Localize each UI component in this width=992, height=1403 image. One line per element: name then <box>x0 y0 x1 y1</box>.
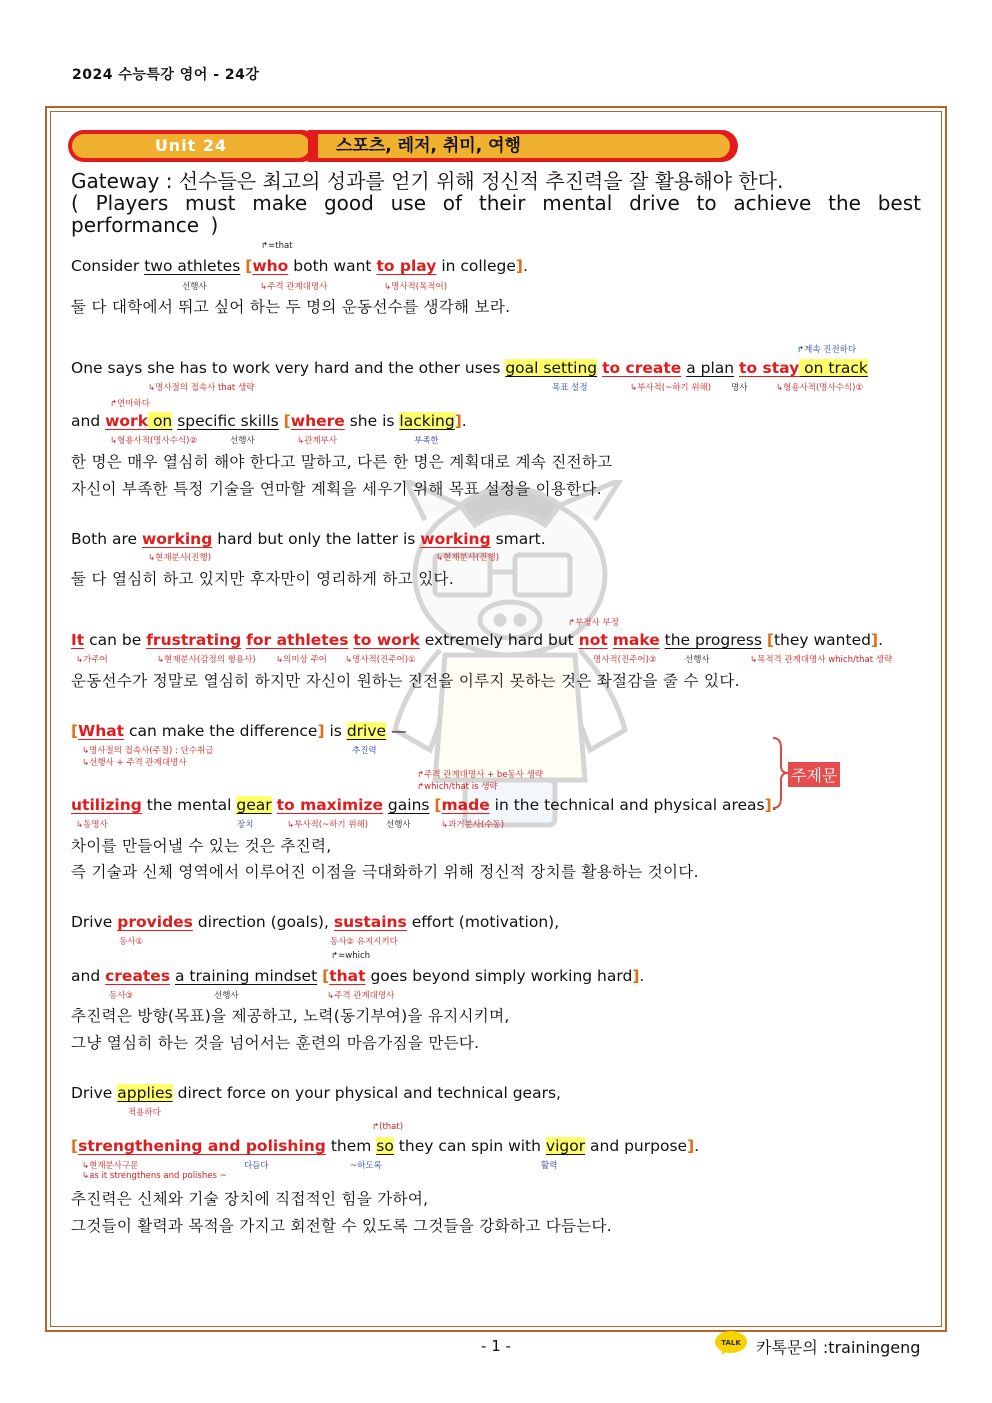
sentence-1-english: Consider two athletes [who both want to play in college]. <box>71 257 528 275</box>
annotation: 선행사 <box>230 436 255 446</box>
annotation: ↱=which <box>331 951 371 961</box>
annotation: ↱계속 진전하다 <box>797 345 857 355</box>
annotation: ↳현재분사구문 <box>82 1161 139 1171</box>
sentence-6-korean-b: 그냥 열심히 하는 것을 넘어서는 훈련의 마음가짐을 만든다. <box>71 1034 480 1052</box>
annotation: 적용하다 <box>128 1108 161 1118</box>
annotation: ↳선행사 + 주격 관계대명사 <box>82 758 187 768</box>
sentence-7-korean-b: 그것들이 활력과 목적을 가지고 회전할 수 있도록 그것들을 강화하고 다듬는다. <box>71 1217 613 1235</box>
annotation: 동사① <box>119 937 144 947</box>
theme-sentence-badge: 주제문 <box>788 762 840 787</box>
sentence-7-english-b: [strengthening and polishing them so they can spin with vigor and purpose]. <box>71 1137 700 1155</box>
annotation: ↱부정사 부정 <box>568 618 619 628</box>
sentence-2-korean-a: 한 명은 매우 열심히 해야 한다고 말하고, 다른 한 명은 계획대로 계속 진전하고 <box>71 453 613 471</box>
annotation: ↳의미상 주어 <box>276 655 327 665</box>
annotation: ↳명사적(목적어) <box>384 282 448 292</box>
annotation: 다듬다 <box>244 1161 269 1171</box>
sentence-1-korean: 둘 다 대학에서 뛰고 싶어 하는 두 명의 운동선수를 생각해 보라. <box>71 298 511 316</box>
annotation: ↳부사적(~하기 위해) <box>630 383 712 393</box>
annotation: ↳동명사 <box>76 820 108 830</box>
annotation: ↳가주어 <box>76 655 108 665</box>
annotation: 활력 <box>541 1161 558 1171</box>
annotation: ↳현재분사(감정의 형용사) <box>157 655 256 665</box>
svg-text:TALK: TALK <box>721 1339 741 1347</box>
annotation: ↳관계부사 <box>297 436 337 446</box>
sentence-5-english-b: utilizing the mental gear to maximize gains [made in the technical and physical areas]. <box>71 796 777 814</box>
sentence-3-english: Both are working hard but only the latter is working smart. <box>71 530 546 548</box>
kakao-contact: 카톡문의 :trainingeng <box>756 1338 921 1357</box>
annotation: ↳형용사적(명사수식)① <box>776 383 864 393</box>
annotation: ~하도록 <box>350 1161 382 1171</box>
annotation: ↳명사적(진주어)① <box>345 655 416 665</box>
sentence-4-english: It can be frustrating for athletes to work extremely hard but not make the progress [they wanted]. <box>71 631 883 649</box>
annotation: ↱연마하다 <box>110 399 150 409</box>
annotation: 선행사 <box>685 655 710 665</box>
sentence-2-english-a: One says she has to work very hard and the other uses goal setting to create a plan to stay on track <box>71 359 868 377</box>
page-header: 2024 수능특강 영어 - 24강 <box>72 67 260 83</box>
gateway-korean: Gateway : 선수들은 최고의 성과를 얻기 위해 정신적 추진력을 잘 활용해야 한다. <box>71 169 784 193</box>
sentence-2-english-b: and work on specific skills [where she is lacking]. <box>71 412 467 430</box>
sentence-6-korean-a: 추진력은 방향(목표)을 제공하고, 노력(동기부여)을 유지시키며, <box>71 1007 510 1025</box>
annotation: ↳주격 관계대명사 <box>327 991 395 1001</box>
annotation: 목표 설정 <box>552 383 588 393</box>
annotation: 명사적(진주어)② <box>593 655 657 665</box>
unit-title: 스포츠, 레저, 취미, 여행 <box>318 134 730 158</box>
gateway <box>71 170 921 236</box>
annotation: ↱(that) <box>372 1122 404 1132</box>
sentence-6-english-b: and creates a training mindset [that goes beyond simply working hard]. <box>71 967 645 985</box>
annotation: 선행사 <box>182 282 207 292</box>
annotation: ↳명사절의 접속사(주절) : 단수취급 <box>82 746 214 756</box>
unit-label: Unit 24 <box>72 134 310 158</box>
annotation: ↳부사적(~하기 위해) <box>287 820 369 830</box>
annotation: ↳현재분사(진행) <box>436 553 500 563</box>
sentence-3-korean: 둘 다 열심히 하고 있지만 후자만이 영리하게 하고 있다. <box>71 570 455 588</box>
unit-banner <box>68 130 738 162</box>
sentence-6-english-a: Drive provides direction (goals), sustains effort (motivation), <box>71 913 560 931</box>
sentence-7-korean-a: 추진력은 신체와 기술 장치에 직접적인 힘을 가하여, <box>71 1190 429 1208</box>
annotation: 명사 <box>731 383 748 393</box>
sentence-4-korean: 운동선수가 정말로 열심히 하지만 자신이 원하는 진전을 이루지 못하는 것은 좌절감을 줄 수 있다. <box>71 672 740 690</box>
theme-brace-icon <box>771 736 789 810</box>
annotation: 선행사 <box>214 991 239 1001</box>
annotation: ↳현재분사(진행) <box>148 553 212 563</box>
page-number: - 1 - <box>481 1337 511 1355</box>
annotation: ↱주격 관계대명사 + be동사 생략 <box>417 770 543 780</box>
annotation: 동사② 유지시키다 <box>330 937 398 947</box>
kakaotalk-icon <box>714 1330 748 1356</box>
annotation: ↳목적격 관계대명사 which/that 생략 <box>750 655 893 665</box>
annotation: ↳과거분사(수동) <box>441 820 505 830</box>
annotation: ↳as it strengthens and polishes ~ <box>82 1171 227 1181</box>
annotation: ↱which/that is 생략 <box>417 782 498 792</box>
sentence-5-english-a: [What can make the difference] is drive — <box>71 722 407 740</box>
annotation: ↳명사절의 접속사 that 생략 <box>148 383 255 393</box>
sentence-2-korean-b: 자신이 부족한 특정 기술을 연마할 계획을 세우기 위해 목표 설정을 이용한다. <box>71 480 602 498</box>
sentence-5-korean-b: 즉 기술과 신체 영역에서 이루어진 이점을 극대화하기 위해 정신적 장치를 활용하는 것이다. <box>71 863 699 881</box>
annotation: ↱=that <box>261 241 293 251</box>
annotation: 동사③ <box>109 991 134 1001</box>
annotation: ↳주격 관계대명사 <box>260 282 328 292</box>
annotation: 선행사 <box>386 820 411 830</box>
annotation: 장치 <box>237 820 254 830</box>
gateway-english: ( Players must make good use of their mental drive to achieve the best performance ) <box>71 191 921 237</box>
sentence-5-korean-a: 차이를 만들어낼 수 있는 것은 추진력, <box>71 837 332 855</box>
sentence-7-english-a: Drive applies direct force on your physical and technical gears, <box>71 1084 561 1102</box>
annotation: 부족한 <box>414 436 439 446</box>
annotation: 추진력 <box>352 746 377 756</box>
annotation: ↳형용사적(명사수식)② <box>110 436 198 446</box>
